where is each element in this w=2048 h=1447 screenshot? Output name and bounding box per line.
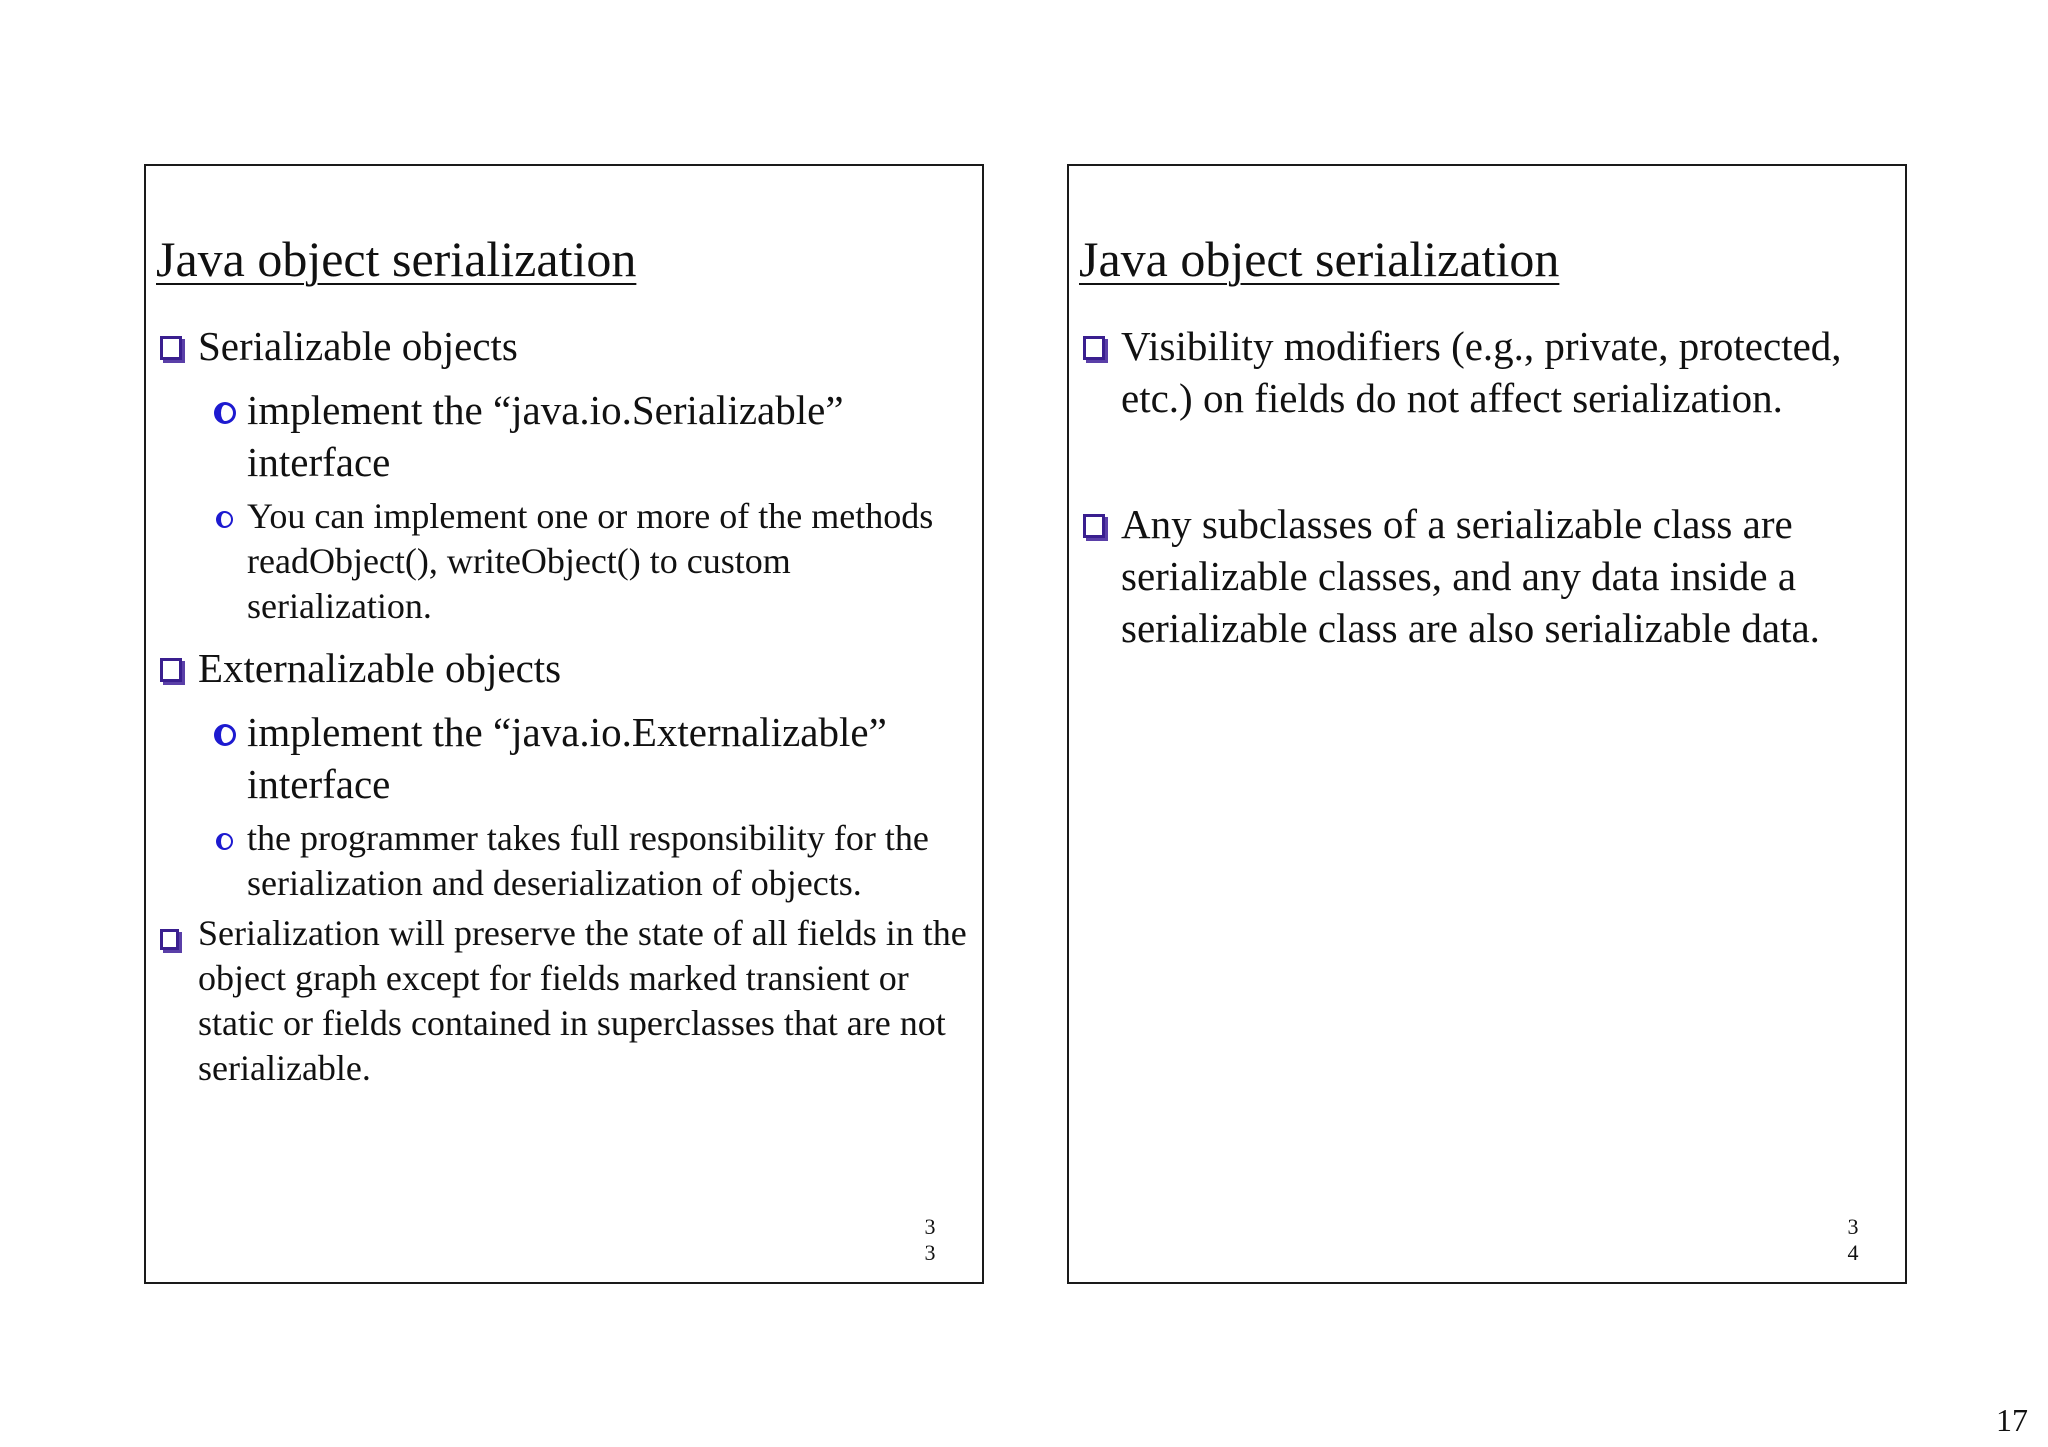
slide-number <box>1843 1214 1863 1266</box>
square-bullet-icon <box>160 336 182 360</box>
bullet-text: Serialization will preserve the state of all fields in the object graph except for fields marked transient or static or fields contained in superclasses that are not serializable. <box>198 913 967 1088</box>
ring-bullet-icon <box>216 511 233 528</box>
bullet-text: Serializable objects <box>198 323 518 369</box>
ring-bullet-icon <box>214 724 236 746</box>
bullet-text: the programmer takes full responsibility for the serialization and deserialization of objects. <box>247 818 929 903</box>
ring-bullet-icon <box>214 402 236 424</box>
square-bullet-icon <box>1083 514 1105 538</box>
slide-title: Java object serialization <box>156 231 637 287</box>
slide-34 <box>1067 164 1907 1284</box>
slide-number-digit: 4 <box>1847 1240 1859 1265</box>
square-bullet-icon <box>1083 336 1105 360</box>
bullet-text: Visibility modifiers (e.g., private, protected, etc.) on fields do not affect serialization. <box>1121 323 1842 421</box>
slide-number-digit: 3 <box>924 1240 936 1265</box>
slide-number-digit: 3 <box>924 1214 936 1239</box>
slide-number-digit: 3 <box>1847 1214 1859 1239</box>
bullet-text: implement the “java.io.Serializable” interface <box>247 387 844 485</box>
slide-number <box>920 1214 940 1266</box>
bullet-text: You can implement one or more of the methods readObject(), writeObject() to custom serialization. <box>247 496 934 626</box>
bullet-text: Any subclasses of a serializable class are serializable classes, and any data inside a serializable class are also serializable data. <box>1121 501 1820 651</box>
ring-bullet-icon <box>216 833 233 850</box>
bullet-text: implement the “java.io.Externalizable” interface <box>247 709 887 807</box>
page-number: 17 <box>1996 1402 2028 1438</box>
slide-title: Java object serialization <box>1079 231 1560 287</box>
square-bullet-icon <box>160 929 179 950</box>
bullet-text: Externalizable objects <box>198 645 562 691</box>
slide-33 <box>144 164 984 1284</box>
square-bullet-icon <box>160 658 182 682</box>
